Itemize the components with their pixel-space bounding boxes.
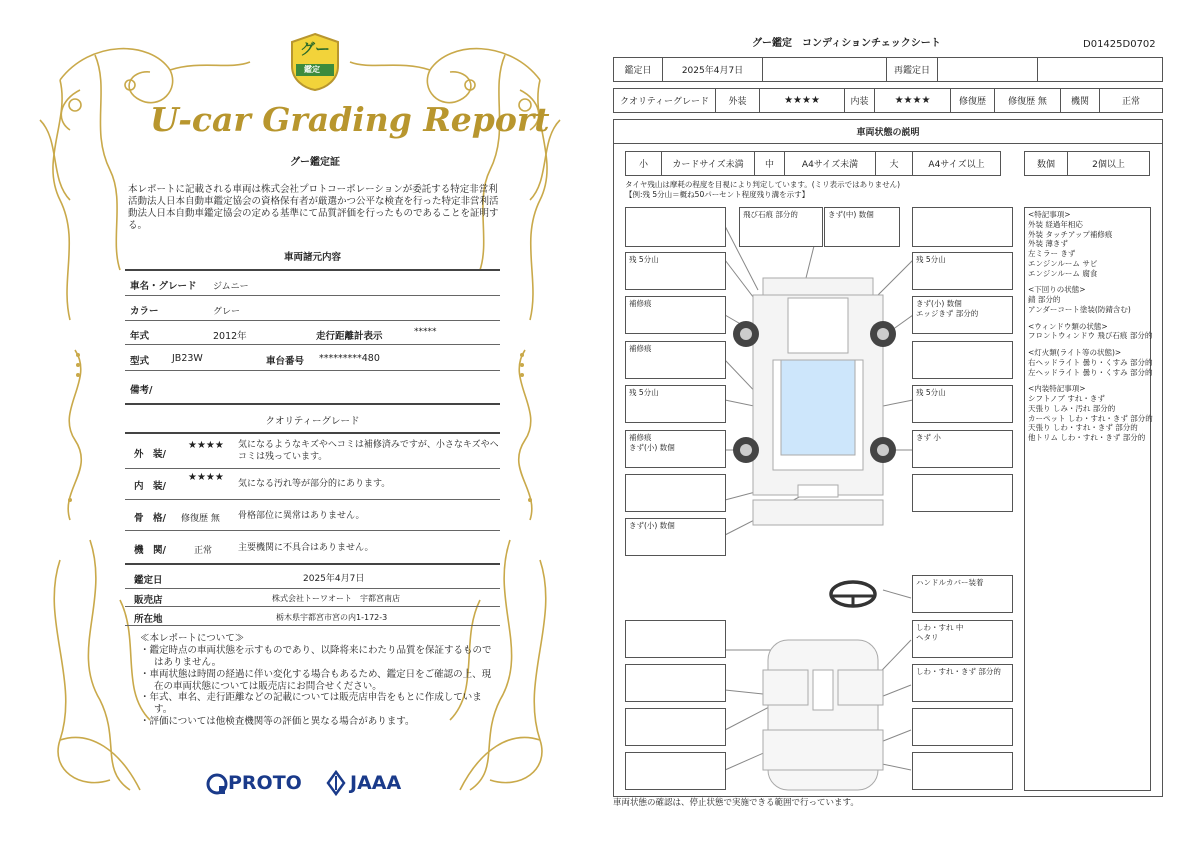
frame-text: 骨格部位に異常はありません。 [238,511,365,521]
model-value: JB23W [172,353,203,364]
grade-label: クオリティーグレード [613,88,716,113]
damage-box: 残 5分山 [625,252,726,290]
note-line: エンジンルーム 腐食 [1028,268,1098,278]
note-line: フロントウィンドウ 飛び石痕 部分的 [1028,331,1153,341]
cert-title: グー鑑定証 [290,157,340,168]
badge-text: グー [300,40,331,58]
interior-stars: ★★★★ [188,472,224,483]
damage-box [625,207,726,247]
note-line: アンダーコート塗装(防錆含む) [1028,304,1131,314]
damage-box: きず(小) 数個 [625,518,726,556]
interior-text: しわ・すれ 中 [916,623,964,632]
size-large: 大 [875,151,913,176]
engine-value: 正常 [194,546,213,556]
note-line: 天張り しわ・すれ・きず 部分的 [1028,423,1138,433]
badge-sub: 鑑定 [304,65,320,74]
size-mid: 中 [754,151,785,176]
jaaa-logo: JAAA [350,772,402,794]
note-line: <灯火類(ライト等の状態)> [1028,348,1122,357]
note-line: <下回りの状態> [1028,285,1086,295]
interior-label: 内 装/ [134,481,166,492]
tire-note: タイヤ残山は摩耗の程度を目視により判定しています。(ミリ表示ではありません) [625,180,901,189]
redate-value [937,57,1038,82]
damage-text: きず(小) 数個 [629,443,675,453]
interior-box [625,620,726,658]
date-label: 鑑定日 [613,57,663,82]
damage-text: きず(小) 数個 [916,299,962,308]
damage-box: 補修痕 [625,296,726,334]
damage-box [625,430,726,468]
damage-box [912,341,1013,379]
doc-id: D01425D0702 [1083,39,1156,50]
divider [125,269,500,271]
divider [125,530,500,531]
note-line: 外装 薄きず [1028,239,1068,249]
color-value: グレー [213,307,241,317]
name-label: 車名・グレード [130,281,197,292]
engine-text: 主要機関に不具合はありません。 [238,543,374,553]
count-desc: 2個以上 [1067,151,1150,176]
interior-box: しわ・すれ・きず 部分的 [912,664,1013,702]
report-notes [140,633,495,728]
cert-body: 本レポートに記載される車両は株式会社プロトコーポレーションが委託する特定非営利活動法人日本自動車鑑定協会の資格保有者が厳選かつ公平な検査を行った特定非営利活動法人日本自動車鑑定協会の定める基準にて品質評価を行ったものであることを証明する。 [128,184,499,231]
damage-box: 残 5分山 [625,385,726,423]
year-label: 年式 [130,331,150,342]
note-line: <特記事項> [1028,210,1071,219]
note-line: 左ミラー きず [1028,249,1076,258]
note-line: <ウィンドウ類の状態> [1028,321,1108,331]
dealer-label: 販売店 [134,595,163,606]
interior-text: 気になる汚れ等が部分的にあります。 [238,479,391,489]
divider [125,344,500,345]
goo-appraisal-badge [288,32,342,92]
damage-text: エッジきず 部分的 [916,309,979,319]
damage-box [912,207,1013,247]
divider [125,370,500,371]
mileage-label: 走行距離計表示 [316,331,383,342]
interior-box [912,620,1013,658]
interior-text: ヘタリ [916,633,939,643]
condition-title: 車両状態の説明 [613,119,1163,144]
appraisal-date-label: 鑑定日 [134,575,163,586]
name-value: ジムニー [213,282,249,292]
date-value: 2025年4月7日 [662,57,763,82]
interior-box [625,752,726,790]
divider [125,625,500,626]
divider [125,468,500,469]
note-line: 左ヘッドライト 曇り・くすみ 部分的 [1028,367,1153,377]
engine-label: 機 関/ [134,545,166,556]
repair-label: 修復歴 [950,88,995,113]
date-blank [762,57,887,82]
note-line: 天張り しみ・汚れ 部分的 [1028,403,1116,413]
interior-box [912,752,1013,790]
chassis-label: 車台番号 [266,356,305,367]
damage-box: きず(中) 数個 [824,207,900,247]
divider [125,295,500,296]
engine-value: 正常 [1099,88,1163,113]
note-line: <内装特記事項> [1028,384,1086,394]
damage-box: 飛び石痕 部分的 [739,207,823,247]
divider [125,499,500,500]
size-mid-desc: A4サイズ未満 [784,151,876,176]
tire-note-example: 【例:残 5分山＝概ね50パーセント程度残り溝を示す】 [625,190,810,199]
divider [125,432,500,434]
note-line: 外装 経過年相応 [1028,219,1083,229]
script-title: U-car Grading Report [150,100,550,139]
divider [125,320,500,321]
interior-label: 内装 [844,88,875,113]
chassis-value: *********480 [319,353,380,364]
note-item: ・評価については他検査機関等の評価と異なる場合があります。 [140,716,415,728]
appraisal-date-value: 2025年4月7日 [303,574,365,584]
model-label: 型式 [130,356,150,367]
spacer [1028,315,1147,322]
note-item: ・年式、車名、走行距離などの記載については販売店申告をもとに作成しています。 [140,692,482,716]
dealer-value: 株式会社トーワオート 宇都宮南店 [272,594,400,603]
damage-box: きず 小 [912,430,1013,468]
divider [125,403,500,405]
note-line: エンジンルーム サビ [1028,258,1098,268]
divider [125,588,500,589]
spacer [1028,341,1147,348]
engine-label: 機関 [1060,88,1100,113]
damage-box: 残 5分山 [912,252,1013,290]
note-line: 他トリム しわ・すれ・きず 部分的 [1028,433,1146,442]
steering-wheel-icon [831,582,875,606]
specs-title: 車両諸元内容 [283,252,341,263]
interior-box [912,708,1013,746]
special-notes [1024,207,1151,791]
note-line: 外装 タッチアップ補修痕 [1028,229,1113,239]
proto-logo-icon [206,772,228,796]
color-label: カラー [130,306,159,317]
size-small-desc: カードサイズ未満 [661,151,755,176]
redate-blank [1037,57,1163,82]
repair-value: 修復歴 無 [994,88,1061,113]
frame-value: 修復歴 無 [181,514,220,524]
exterior-stars: ★★★★ [188,440,224,451]
size-large-desc: A4サイズ以上 [912,151,1001,176]
footer-note: 車両状態の確認は、停止状態で実施できる範囲で行っています。 [613,798,859,808]
divider [125,563,500,565]
damage-box [912,474,1013,512]
quality-title: クオリティーグレード [265,416,360,427]
note-line: 錆 部分的 [1028,295,1061,304]
mileage-value: ***** [414,327,437,337]
interior-box [625,664,726,702]
exterior-label: 外 装/ [134,449,166,460]
damage-box [912,296,1013,334]
damage-box: 残 5分山 [912,385,1013,423]
note-line: カーペット しわ・すれ・きず 部分的 [1028,413,1153,423]
divider [125,606,500,607]
interior-stars: ★★★★ [874,88,951,113]
redate-label: 再鑑定日 [886,57,938,82]
note-item: ・鑑定時点の車両状態を示すものであり、以降将来にわたり品質を保証するものではありません。 [140,644,492,668]
damage-box: 補修痕 [625,341,726,379]
address-value: 栃木県宇都宮市宮の内1-172-3 [276,613,388,622]
damage-text: 補修痕 [629,433,652,442]
exterior-text: 気になるようなキズやヘコミは補修済みですが、小さなキズやヘコミは残っています。 [238,440,499,462]
remarks-label: 備考/ [130,385,153,396]
interior-box: ハンドルカバー装着 [912,575,1013,613]
count-label: 数個 [1024,151,1068,176]
proto-logo: PROTO [228,772,302,794]
note-item: ・車両状態は時間の経過に伴い変化する場合もあるため、鑑定日をご確認の上、現在の車両状態については販売店にお問合せください。 [140,668,492,692]
address-label: 所在地 [134,614,163,625]
sheet-title: グー鑑定 コンディションチェックシート [752,38,941,49]
interior-box [625,708,726,746]
notes-title: ≪本レポートについて≫ [140,633,245,644]
year-value: 2012年 [213,331,247,342]
damage-box [625,474,726,512]
size-small: 小 [625,151,662,176]
jaaa-logo-icon [326,770,346,796]
exterior-stars: ★★★★ [759,88,845,113]
note-line: 右ヘッドライト 曇り・くすみ 部分的 [1028,357,1153,367]
exterior-label: 外装 [715,88,760,113]
note-line: シフトノブ すれ・きず [1028,394,1105,403]
frame-label: 骨 格/ [134,513,166,524]
